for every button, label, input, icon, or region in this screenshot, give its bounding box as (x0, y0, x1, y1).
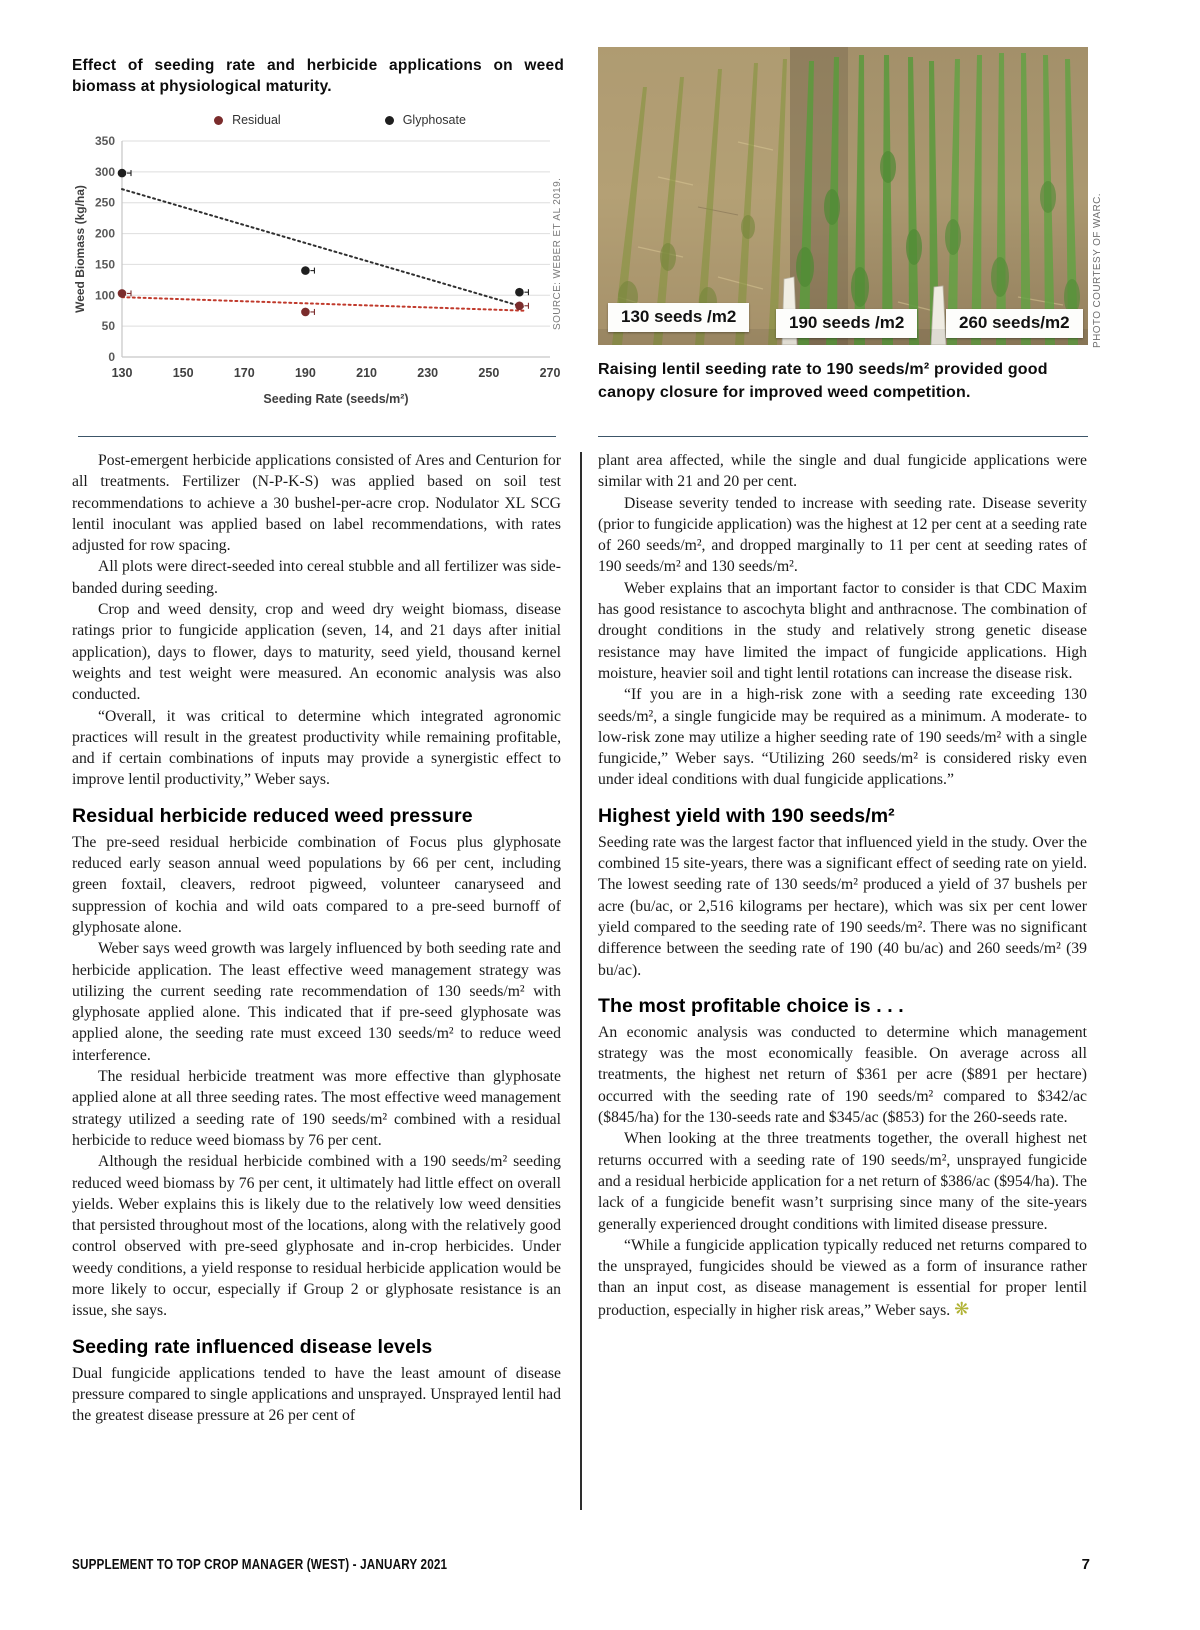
paragraph: All plots were direct-seeded into cereal stubble and all fertilizer was side-banded during seeding. (72, 558, 561, 597)
field-photo-illustration (598, 47, 1088, 345)
svg-text:300: 300 (94, 164, 115, 179)
legend-item-glyphosate: Glyphosate (385, 111, 466, 129)
svg-text:270: 270 (539, 366, 561, 380)
paragraph: The pre-seed residual herbicide combination of Focus plus glyphosate reduced early season annual weed populations by 66 per cent, including green foxtail, cleavers, redroot pigweed, volunteer canaryseed and suppression of kochia and wild oats compared to a pre-seed burnoff of glyphosate alone. (72, 833, 561, 936)
svg-text:Weed Biomass (kg/ha): Weed Biomass (kg/ha) (73, 185, 87, 313)
svg-text:0: 0 (108, 350, 115, 364)
svg-text:250: 250 (94, 195, 115, 210)
svg-text:130: 130 (111, 366, 133, 380)
svg-text:250: 250 (478, 366, 500, 380)
figure-divider-rule-left (78, 436, 556, 437)
svg-text:350: 350 (94, 134, 115, 148)
paragraph: Disease severity tended to increase with seeding rate. Disease severity (prior to fungicide application) was the highest at 12 per cent at a seeding rate of 260 seeds/m², and dropped marginally to 11 per cent at seeding rates of 190 seeds/m² and 130 seeds/m². (598, 494, 1087, 576)
paragraph: Dual fungicide applications tended to have the least amount of disease pressure compared to single applications and unsprayed. Unsprayed lentil had the greatest disease pressure at 26 per cent of (72, 1364, 561, 1425)
photo-label-190: 190 seeds /m2 (776, 309, 917, 338)
svg-text:170: 170 (233, 366, 255, 380)
legend-dot-icon (385, 116, 394, 125)
chart-canvas (72, 129, 564, 411)
footer-publication: SUPPLEMENT TO TOP CROP MANAGER (WEST) - JANUARY 2021 (72, 1556, 448, 1573)
legend-dot-icon (214, 116, 223, 125)
column-divider (580, 452, 582, 1510)
section-heading-seeding-rate-disease: Seeding rate influenced disease levels (72, 1335, 433, 1358)
article-right-column (598, 450, 1087, 1321)
legend-item-residual: Residual (214, 111, 281, 129)
svg-text:50: 50 (101, 319, 115, 334)
paragraph: Post-emergent herbicide applications consisted of Ares and Centurion for all treatments. Fertilizer (N-P-K-S) was applied based on soil test recommendations to achieve a 30 bushel-per-acre crop. Nodulator XL SCG lentil inoculant was applied based on label recommendations, with rates adjusted for row spacing. (72, 452, 561, 555)
figure-divider-rule-right (598, 436, 1088, 437)
paragraph-text: “While a fungicide application typically reduced net returns compared to the unsprayed, fungicides should be viewed as a form of insurance rather than an input cost, as disease management is essential for proper lentil production, especially in higher risk areas,” Weber says. (598, 1236, 1087, 1319)
paragraph: Although the residual herbicide combined with a 190 seeds/m² seeding reduced weed biomass by 76 per cent, it ultimately had little effect on overall yields. Weber explains this is likely due to the relatively low weed densities that persisted throughout most of the locations, along with the relatively good control observed with pre-seed glyphosate and in-crop herbicides. Under weedy conditions, a yield response to residual herbicide application would be more likely to occur, especially if Group 2 or glyphosate resistance is an issue, she says. (72, 1153, 561, 1320)
svg-text:150: 150 (172, 366, 194, 380)
svg-text:230: 230 (417, 366, 439, 380)
chart-title: Effect of seeding rate and herbicide applications on weed biomass at physiological maturity. (72, 57, 564, 95)
article-left-column (72, 450, 561, 1426)
footer-page-number: 7 (1081, 1556, 1090, 1573)
maple-leaf-end-icon: ❋ (954, 1298, 970, 1320)
section-heading-most-profitable: The most profitable choice is . . . (598, 994, 904, 1017)
section-heading-residual-herbicide: Residual herbicide reduced weed pressure (72, 804, 473, 827)
field-photo (598, 47, 1088, 345)
paragraph: An economic analysis was conducted to determine which management strategy was the most economically feasible. On average across all treatments, the highest net return of $361 per acre ($891 per hectare) occurred with the seeding rate of 190 seeds/m² compared to $342/ac ($845/ha) for the 130-seeds rate and $345/ac ($853) for the 260-seeds rate. (598, 1023, 1087, 1127)
paragraph: The residual herbicide treatment was more effective than glyphosate applied alone at all three seeding rates. The most effective weed management strategy utilized a seeding rate of 190 seeds/m² combined with a residual herbicide to reduce weed biomass by 76 per cent. (72, 1068, 561, 1149)
chart-legend (72, 111, 564, 129)
section-heading-highest-yield: Highest yield with 190 seeds/m² (598, 804, 895, 827)
svg-text:Seeding Rate (seeds/m²): Seeding Rate (seeds/m²) (263, 392, 409, 406)
photo-caption: Raising lentil seeding rate to 190 seeds/m² provided good canopy closure for improved weed competition. (598, 361, 1048, 401)
paragraph: Weber says weed growth was largely influenced by both seeding rate and herbicide application. The least effective weed management strategy was utilizing the current seeding rate recommendation of 130 seeds/m² with glyphosate applied alone. This indicated that if pre-seed glyphosate was applied alone, the seeding rate must exceed 130 seeds/m² to reduce weed interference. (72, 940, 561, 1064)
paragraph: When looking at the three treatments together, the overall highest net returns occurred with a seeding rate of 190 seeds/m², unsprayed fungicide and a residual herbicide application for a net return of $386/ac ($954/ha). The lack of a fungicide benefit wasn’t surprising since many of the site-years generally experienced drought conditions with limited disease pressure. (598, 1130, 1087, 1233)
svg-text:190: 190 (294, 366, 316, 380)
paragraph (598, 1235, 1087, 1321)
chart-source-credit: SOURCE: WEBER ET AL 2019. (552, 177, 563, 330)
paragraph: Seeding rate was the largest factor that influenced yield in the study. Over the combined 15 site-years, there was a significant effect of seeding rate on yield. The lowest seeding rate of 130 seeds/m² produced a yield of 37 bushels per acre (bu/ac, or 2,516 kilograms per hectare), which was six per cent lower yield compared to the seeding rate of 190 seeds/m². There was no significant difference between the seeding rate of 190 (40 bu/ac) and 260 seeds/m² (39 bu/ac). (598, 833, 1087, 979)
photo-credit: PHOTO COURTESY OF WARC. (1092, 193, 1103, 348)
svg-text:210: 210 (356, 366, 378, 380)
paragraph: plant area affected, while the single and dual fungicide applications were similar with 21 and 20 per cent. (598, 452, 1087, 491)
paragraph: “Overall, it was critical to determine which integrated agronomic practices will result in the greatest productivity while remaining profitable, and if certain combinations of inputs may provide a synergistic effect to improve lentil productivity,” Weber says. (72, 707, 561, 789)
paragraph: Weber explains that an important factor to consider is that CDC Maxim has good resistance to ascochyta blight and anthracnose. The combination of drought conditions in the study and relatively strong genetic disease resistance may have limited the impact of fungicide applications. High moisture, heavier soil and tight lentil rotations can increase the disease risk. (598, 579, 1087, 682)
svg-text:200: 200 (94, 226, 115, 241)
svg-text:150: 150 (94, 257, 115, 272)
svg-text:100: 100 (94, 288, 115, 303)
weed-biomass-figure (72, 55, 564, 411)
paragraph: Crop and weed density, crop and weed dry weight biomass, disease ratings prior to fungicide application (seven, 14, and 21 days after initial application), days to flower, days to maturity, seed yield, thousand kernel weights and test weight were measured. An economic analysis was also conducted. (72, 601, 561, 704)
paragraph: “If you are in a high-risk zone with a seeding rate exceeding 130 seeds/m², a single fungicide may be required as a minimum. A moderate- to low-risk zone may utilize a higher seeding rate of 190 seeds/m² with a single fungicide,” Weber says. “Utilizing 260 seeds/m² is considered risky even under ideal conditions with dual fungicide applications.” (598, 686, 1087, 789)
photo-label-130: 130 seeds /m2 (608, 303, 749, 332)
photo-label-260: 260 seeds/m2 (946, 309, 1083, 338)
